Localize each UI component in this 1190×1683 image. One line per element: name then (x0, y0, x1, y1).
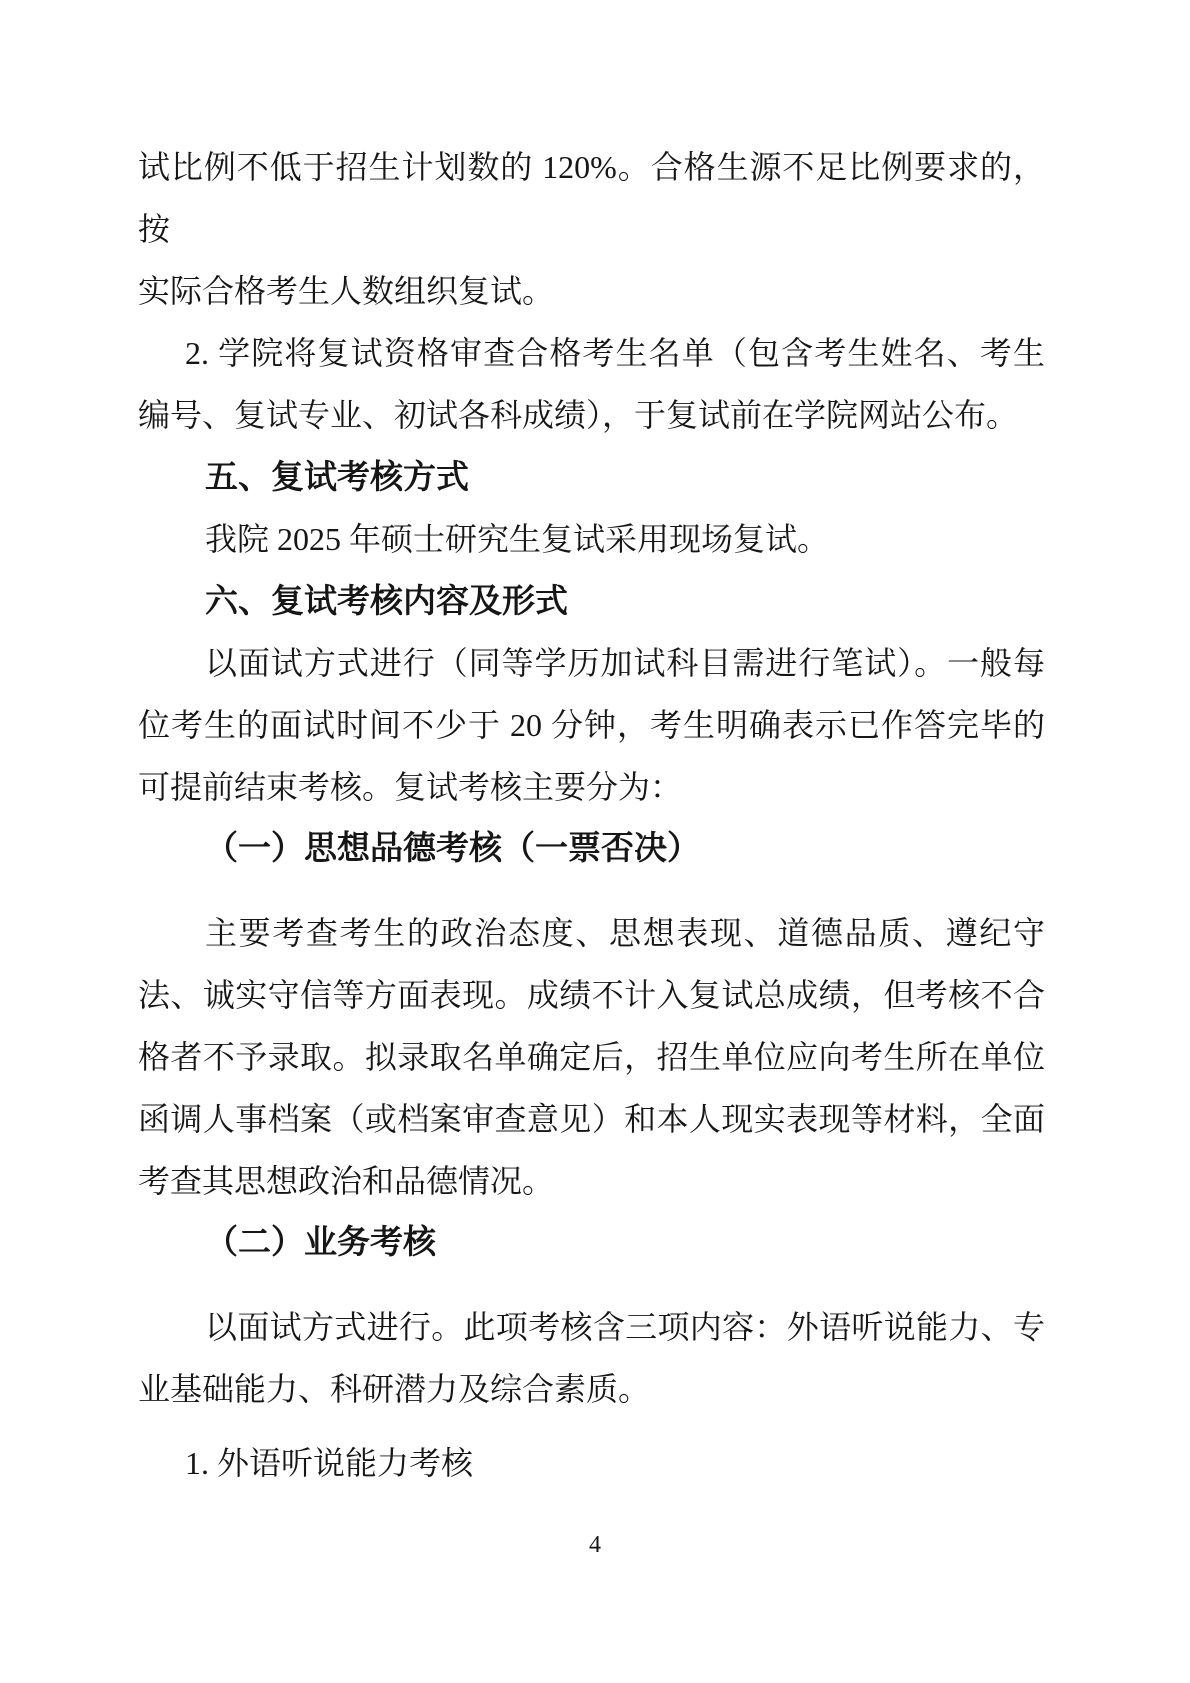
paragraph-line: 1. 外语听说能力考核 (185, 1445, 474, 1481)
paragraph-line: 2. 学院将复试资格审查合格考生名单（包含考生姓名、考生 (185, 335, 1045, 371)
paragraph-line: 函调人事档案（或档案审查意见）和本人现实表现等材料，全面 (138, 1101, 1045, 1137)
page-number: 4 (589, 1532, 601, 1558)
paragraph-line: 主要考查考生的政治态度、思想表现、道德品质、遵纪守 (205, 915, 1045, 951)
subsection-heading-two: （二）业务考核 (205, 1225, 436, 1261)
paragraph-continued (138, 136, 1045, 322)
numbered-item-heading (138, 1432, 1045, 1494)
paragraph-line: 格者不予录取。拟录取名单确定后，招生单位应向考生所在单位 (138, 1039, 1045, 1075)
paragraph-line: 实际合格考生人数组织复试。 (138, 273, 555, 309)
paragraph-line: 编号、复试专业、初试各科成绩），于复试前在学院网站公布。 (138, 397, 1019, 433)
paragraph-interview (138, 632, 1045, 818)
paragraph-line: 位考生的面试时间不少于 20 分钟，考生明确表示已作答完毕的 (138, 707, 1045, 743)
paragraph-line: 业基础能力、科研潜力及综合素质。 (138, 1371, 651, 1407)
section-heading-five: 五、复试考核方式 (205, 458, 469, 495)
paragraph-business-assessment (138, 1296, 1045, 1420)
paragraph-item-2 (138, 322, 1045, 446)
paragraph-line: 考查其思想政治和品德情况。 (138, 1163, 555, 1199)
paragraph-moral-assessment (138, 902, 1045, 1212)
paragraph-line: 我院 2025 年硕士研究生复试采用现场复试。 (205, 521, 830, 557)
paragraph-line: 试比例不低于招生计划数的 120%。合格生源不足比例要求的，按 (138, 149, 1045, 247)
subsection-heading-one: （一）思想品德考核（一票否决） (205, 831, 700, 867)
paragraph-line: 可提前结束考核。复试考核主要分为： (138, 769, 683, 805)
paragraph-line: 以面试方式进行。此项考核含三项内容：外语听说能力、专 (205, 1309, 1045, 1345)
paragraph-line: 法、诚实守信等方面表现。成绩不计入复试总成绩，但考核不合 (138, 977, 1045, 1013)
document-body (138, 136, 1045, 1494)
paragraph-method (138, 508, 1045, 570)
paragraph-line: 以面试方式进行（同等学历加试科目需进行笔试）。一般每 (205, 645, 1045, 681)
section-heading-six: 六、复试考核内容及形式 (205, 582, 568, 619)
